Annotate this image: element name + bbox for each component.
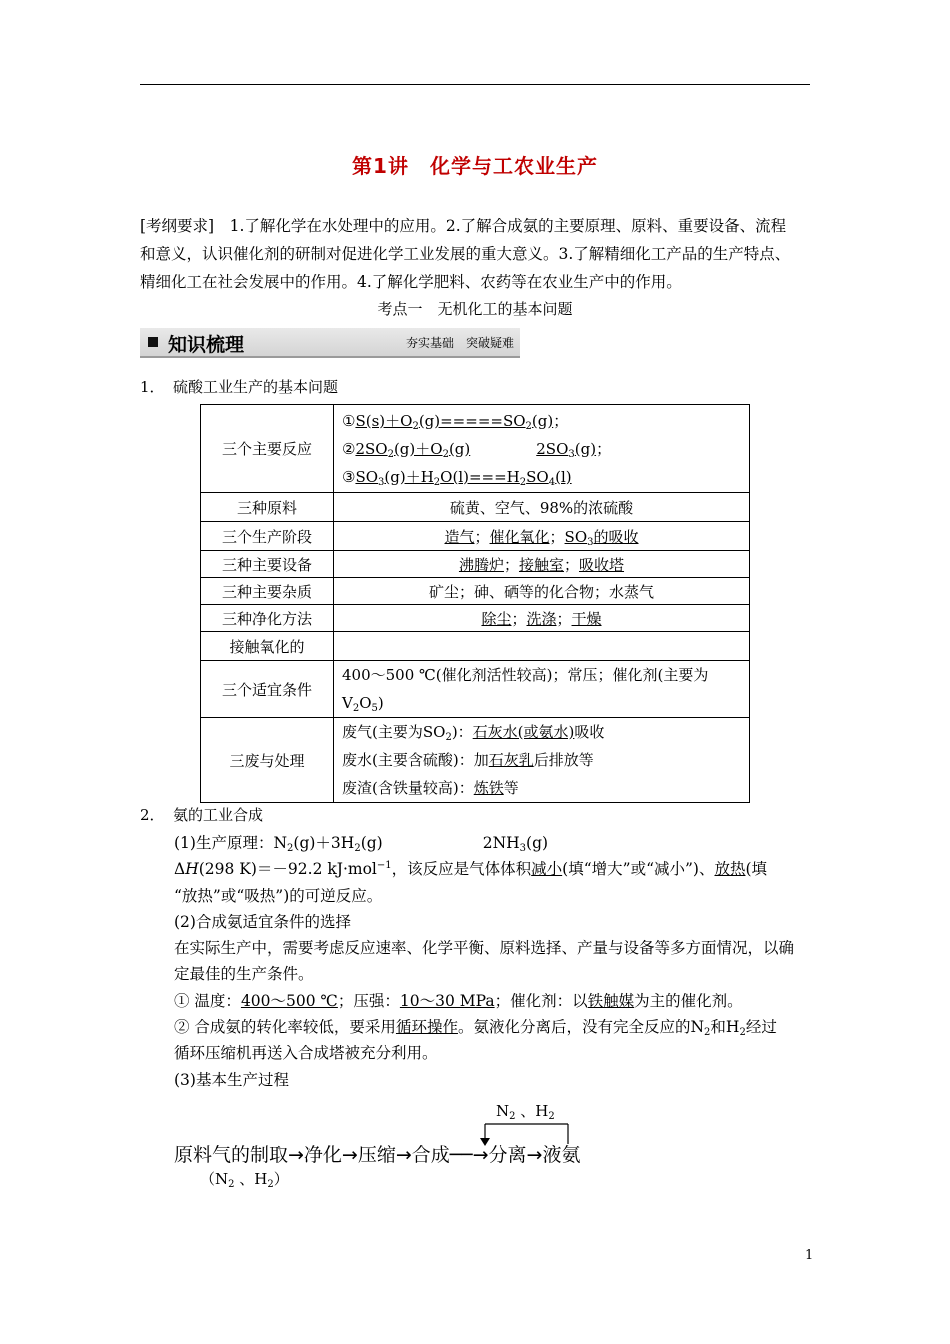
table-row (201, 632, 750, 661)
row-label: 三个适宜条件 (201, 661, 334, 718)
row-label: 三种净化方法 (201, 605, 334, 632)
equipment-3: 吸收塔 (579, 555, 625, 574)
method-3: 干燥 (571, 609, 602, 628)
row-label: 三种主要设备 (201, 551, 334, 578)
paragraph-line: 定最佳的生产条件。 (174, 965, 314, 984)
section-number: 1． (140, 378, 165, 396)
stage-2: 催化氧化 (489, 527, 550, 546)
banner-title: 知识梳理 (168, 334, 245, 356)
table-row (201, 405, 750, 493)
page-number: 1 (805, 1248, 814, 1263)
raw-material-label: （$N_2$ 、$H_2$） (200, 1170, 289, 1190)
row-value: 硫黄、空气、98%的浓硫酸 (334, 493, 750, 522)
section-heading-ammonia (140, 804, 263, 825)
paragraph-line: 循环压缩机再送入合成塔被充分利用。 (174, 1044, 438, 1063)
topic-heading: 考点一 无机化工的基本问题 (377, 300, 573, 318)
paragraph-line: 在实际生产中，需要考虑反应速率、化学平衡、原料选择、产量与设备等多方面情况，以确 (174, 939, 795, 958)
requirements-line: 精细化工在社会发展中的作用。4.了解化学肥料、农药等在农业生产中的作用。 (140, 273, 682, 291)
row-value: 沸腾炉；接触室；吸收塔 (334, 551, 750, 578)
flow-chain: 原料气的制取→净化→压缩→合成──→分离→液氨 (174, 1144, 581, 1166)
waste-slag: 废渣(含铁量较高)：炼铁等 (342, 779, 519, 797)
row-value (334, 632, 750, 661)
waste-gas: 废气(主要为$SO_2$)：石灰水(或氨水)吸收 (342, 723, 605, 743)
section-heading-sulfuric (140, 376, 338, 397)
table-row (201, 493, 750, 522)
table-row (201, 605, 750, 632)
recycle-gas-label: $N_2$ 、$H_2$ (496, 1102, 555, 1122)
requirements-line: 和意义，认识催化剂的研制对促进化学工业发展的重大意义。3.了解精细化工产品的生产特点、 (140, 245, 791, 263)
enthalpy-line: ΔH(298 K)＝－92.2 kJ·mol$^{-1}$，该反应是气体体积减小(填“增大”或“减小”)、放热(填 (174, 860, 768, 879)
reaction-3: $③SO_3(g)+H_2O(l)===H_2SO_4(l)$ (342, 467, 572, 488)
subsection-title: (2)合成氨适宜条件的选择 (174, 912, 351, 931)
equipment-2: 接触室 (518, 555, 564, 574)
method-2: 洗涤 (526, 609, 557, 628)
row-value: 除尘；洗涤；干燥 (334, 605, 750, 632)
section-title: 氨的工业合成 (173, 806, 264, 824)
page-title: 第1讲 化学与工农业生产 (352, 154, 598, 178)
subsection-title: (3)基本生产过程 (174, 1070, 289, 1089)
method-1: 除尘 (481, 609, 512, 628)
row-value: 矿尘；砷、硒等的化合物；水蒸气 (334, 578, 750, 605)
exam-requirements (140, 212, 820, 296)
row-label: 接触氧化的 (201, 632, 334, 661)
conditions-line: ① 温度：400～500 ℃；压强：10～30 MPa；催化剂：以铁触媒为主的催化剂。 (174, 991, 743, 1010)
sulfuric-acid-table (200, 404, 750, 803)
enthalpy-line-2: “放热”或“吸热”)的可逆反应。 (174, 886, 383, 905)
principle-line: (1)生产原理：$N_2(g)+3H_2(g)$ $2NH_3(g)$ (174, 834, 549, 854)
production-flow-diagram (170, 1094, 690, 1194)
reaction-1: $①S(s)+O_2(g)=====SO_2(g)$； (342, 411, 569, 432)
row-label: 三废与处理 (201, 718, 334, 803)
stage-3: $SO_3$的吸收 (564, 527, 639, 548)
section-number: 2． (140, 806, 165, 824)
section-title: 硫酸工业生产的基本问题 (173, 378, 339, 396)
header-rule (140, 84, 810, 85)
row-label: 三种原料 (201, 493, 334, 522)
row-label: 三个生产阶段 (201, 522, 334, 551)
waste-water: 废水(主要含硫酸)：加石灰乳后排放等 (342, 751, 594, 769)
row-label: 三个主要反应 (201, 405, 334, 493)
table-row (201, 522, 750, 551)
row-label: 三种主要杂质 (201, 578, 334, 605)
row-value: 造气；催化氧化；$SO_3$的吸收 (334, 522, 750, 551)
ammonia-section (174, 830, 814, 1093)
reactions-cell (334, 405, 750, 493)
table-row (201, 718, 750, 803)
cycle-line: ② 合成氨的转化率较低，要采用循环操作。氨液化分离后，没有完全反应的$N_2$和$H_2$经过 (174, 1018, 777, 1039)
stage-1: 造气 (444, 527, 475, 546)
requirements-line: [考纲要求] 1.了解化学在水处理中的应用。2.了解合成氨的主要原理、原料、重要设备、流程 (140, 217, 787, 235)
table-row (201, 578, 750, 605)
reaction-2: $②2SO_2(g)+O_2(g)$ $2SO_3(g)$； (342, 439, 612, 460)
row-value (334, 718, 750, 803)
table-row (201, 661, 750, 718)
knowledge-banner (140, 328, 520, 358)
table-row (201, 551, 750, 578)
row-value: 400～500 ℃(催化剂活性较高)；常压；催化剂(主要为$V_2O_5$) (334, 661, 750, 718)
square-bullet-icon (148, 337, 158, 347)
banner-subtitle: 夯实基础 突破疑难 (405, 336, 514, 350)
equipment-1: 沸腾炉 (458, 555, 504, 574)
